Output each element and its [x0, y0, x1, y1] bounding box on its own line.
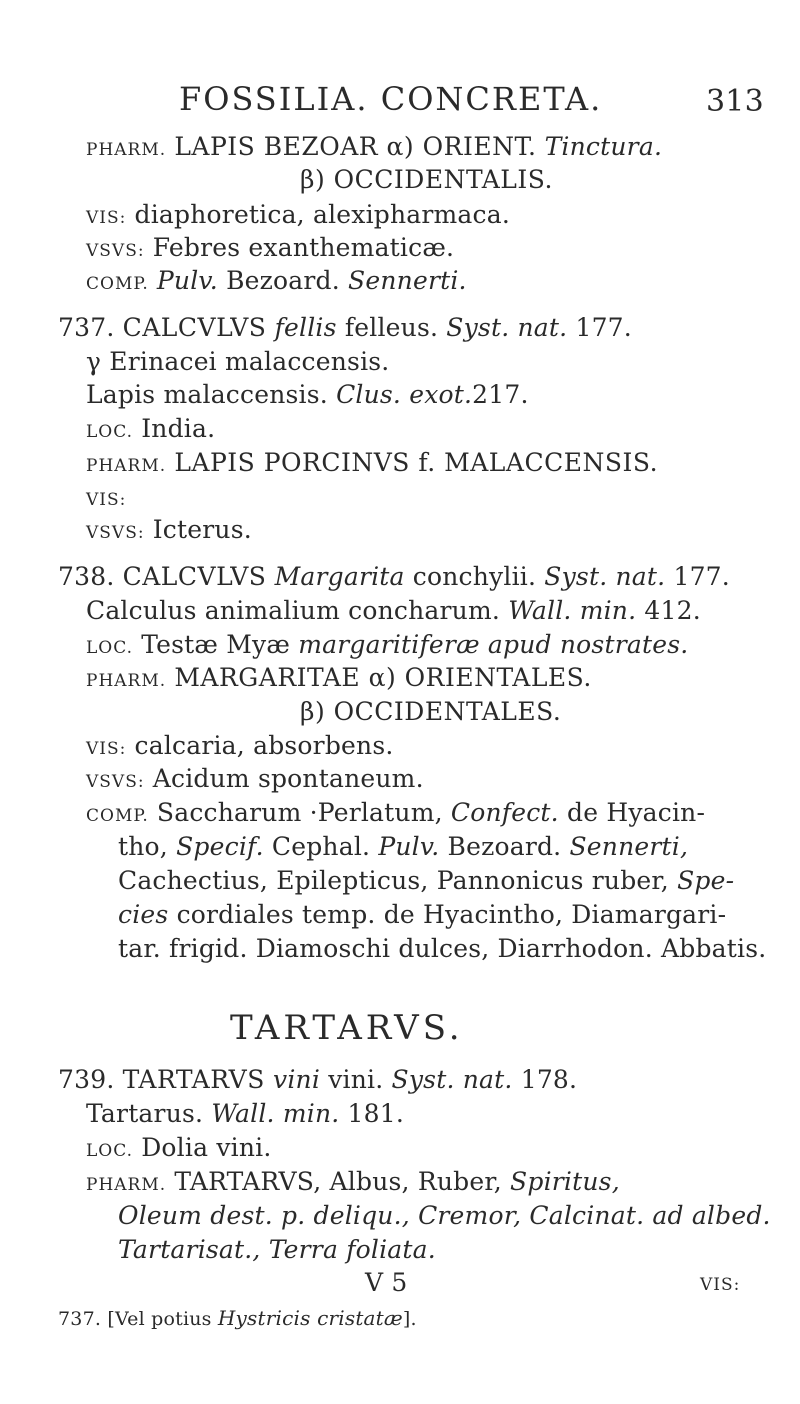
entry-name-text: felleus. — [344, 313, 439, 342]
loc-italic: margaritiferæ apud nostrates. — [298, 630, 689, 659]
footnote-end: ]. — [402, 1308, 417, 1330]
comp-italic: Pulv. — [378, 832, 440, 861]
section-title: TARTARVS. — [230, 1008, 464, 1048]
synonym-ref: Wall. min. — [211, 1099, 340, 1128]
pharm-beta: β) OCCIDENTALES. — [300, 697, 562, 726]
pharm-line — [86, 448, 658, 477]
comp-text: Saccharum ·Perlatum, — [156, 798, 443, 827]
entry-name: CALCVLVS — [122, 313, 267, 342]
pharm-label: PHARM. — [86, 140, 167, 160]
footnote-number: 737. — [58, 1308, 102, 1330]
loc-line — [86, 414, 215, 443]
footnote — [58, 1306, 417, 1330]
usus-label: VSVS: — [86, 241, 145, 261]
pharm-italic: Cremor, Calcinat. ad albed. — [418, 1201, 771, 1230]
comp-text: Bezoard. — [447, 832, 562, 861]
comp-line — [86, 798, 705, 827]
comp-text-2: de Hyacin- — [567, 798, 706, 827]
comp-italic-2: Sennerti. — [348, 266, 467, 295]
entry-738-heading — [58, 562, 730, 591]
footnote-italic: Hystricis cristatæ — [217, 1306, 403, 1330]
comp-text: Bezoard. — [226, 266, 340, 295]
pharm-line-3: Tartarisat., Terra foliata. — [118, 1235, 436, 1264]
pharm-line — [86, 1167, 620, 1196]
pharm-line — [86, 132, 662, 161]
pharm-line — [86, 663, 592, 692]
comp-text: Cachectius, Epilepticus, Pannonicus ruber, — [118, 866, 669, 895]
synonym-page: 217. — [472, 380, 529, 409]
comp-line-3 — [118, 866, 734, 895]
entry-ref-page: 177. — [575, 313, 632, 342]
loc-label: LOC. — [86, 1141, 134, 1161]
vis-label: VIS: — [86, 739, 127, 759]
pharm-label: PHARM. — [86, 456, 167, 476]
entry-name: CALCVLVS — [122, 562, 267, 591]
pharm-text: LAPIS BEZOAR α) ORIENT. — [174, 132, 537, 161]
variety-gamma: γ Erinacei malaccensis. — [86, 347, 390, 376]
comp-line-2 — [118, 832, 688, 861]
comp-line-4 — [118, 900, 726, 929]
loc-label: LOC. — [86, 422, 134, 442]
synonym-page: 181. — [347, 1099, 405, 1128]
entry-name-italic: fellis — [274, 313, 337, 342]
entry-name-italic: Margarita — [274, 562, 405, 591]
comp-text: cordiales temp. de Hyacintho, Diamargari- — [176, 900, 727, 929]
vis-text: diaphoretica, alexipharmaca. — [134, 200, 510, 229]
usus-text: Icterus. — [152, 515, 252, 544]
pharm-italic: Spiritus, — [510, 1167, 620, 1196]
entry-name-text: conchylii. — [412, 562, 537, 591]
comp-italic: Specif. — [176, 832, 264, 861]
usus-label: VSVS: — [86, 523, 145, 543]
comp-italic: Spe- — [677, 866, 735, 895]
pharm-label: PHARM. — [86, 671, 167, 691]
entry-ref: Syst. nat. — [544, 562, 666, 591]
synonym-text: Tartarus. — [86, 1099, 204, 1128]
vis-line — [86, 482, 126, 511]
catchword: VIS: — [700, 1275, 741, 1295]
page-number: 313 — [706, 84, 764, 119]
comp-text: Cephal. — [271, 832, 371, 861]
synonym-line — [86, 596, 701, 625]
synonym-page: 412. — [644, 596, 701, 625]
usus-line — [86, 764, 424, 793]
entry-number: 738. — [58, 562, 115, 591]
usus-text: Acidum spontaneum. — [152, 764, 424, 793]
synonym-ref: Clus. exot. — [336, 380, 473, 409]
entry-number: 737. — [58, 313, 115, 342]
signature-mark: V 5 — [365, 1268, 408, 1297]
synonym-line — [86, 1099, 404, 1128]
footnote-text: [Vel potius — [107, 1308, 212, 1330]
comp-label: COMP. — [86, 274, 149, 294]
pharm-beta: β) OCCIDENTALIS. — [300, 165, 553, 194]
usus-label: VSVS: — [86, 772, 145, 792]
loc-line — [86, 630, 688, 659]
pharm-text: MARGARITAE α) ORIENTALES. — [174, 663, 592, 692]
vis-line — [86, 731, 394, 760]
synonym-line — [86, 380, 529, 409]
pharm-italic: Oleum dest. p. deliqu., — [118, 1201, 410, 1230]
vis-label: VIS: — [86, 490, 127, 510]
comp-label: COMP. — [86, 806, 149, 826]
entry-number: 739. — [58, 1065, 115, 1094]
vis-text: calcaria, absorbens. — [134, 731, 394, 760]
entry-737-heading — [58, 313, 632, 342]
pharm-text: LAPIS PORCINVS f. MALACCENSIS. — [174, 448, 659, 477]
entry-739-heading — [58, 1065, 577, 1094]
entry-name-italic: vini — [273, 1065, 321, 1094]
loc-text: Dolia vini. — [141, 1133, 272, 1162]
synonym-text: Lapis malaccensis. — [86, 380, 328, 409]
entry-ref: Syst. nat. — [446, 313, 568, 342]
comp-line-5: tar. frigid. Diamoschi dulces, Diarrhodon. Abbatis. — [118, 934, 767, 963]
comp-italic: Sennerti, — [569, 832, 689, 861]
entry-ref-page: 178. — [520, 1065, 578, 1094]
pharm-label: PHARM. — [86, 1175, 167, 1195]
comp-italic: cies — [118, 900, 169, 929]
synonym-ref: Wall. min. — [508, 596, 637, 625]
running-head-title: FOSSILIA. CONCRETA. — [179, 80, 603, 118]
vis-label: VIS: — [86, 208, 127, 228]
entry-ref-page: 177. — [673, 562, 730, 591]
loc-text: Testæ Myæ — [141, 630, 291, 659]
comp-italic: Confect. — [450, 798, 559, 827]
synonym-text: Calculus animalium concharum. — [86, 596, 501, 625]
usus-line — [86, 515, 252, 544]
pharm-italic: Tinctura. — [544, 132, 663, 161]
pharm-text: TARTARVS, Albus, Ruber, — [174, 1167, 502, 1196]
comp-text: tho, — [118, 832, 168, 861]
usus-text: Febres exanthematicæ. — [152, 233, 455, 262]
entry-name: TARTARVS — [122, 1065, 265, 1094]
entry-name-text: vini. — [328, 1065, 384, 1094]
pharm-line-2 — [118, 1201, 771, 1230]
entry-ref: Syst. nat. — [391, 1065, 513, 1094]
vis-line — [86, 200, 510, 229]
loc-text: India. — [141, 414, 216, 443]
comp-italic: Pulv. — [156, 266, 218, 295]
loc-line — [86, 1133, 272, 1162]
loc-label: LOC. — [86, 638, 134, 658]
comp-line — [86, 266, 467, 295]
usus-line — [86, 233, 454, 262]
